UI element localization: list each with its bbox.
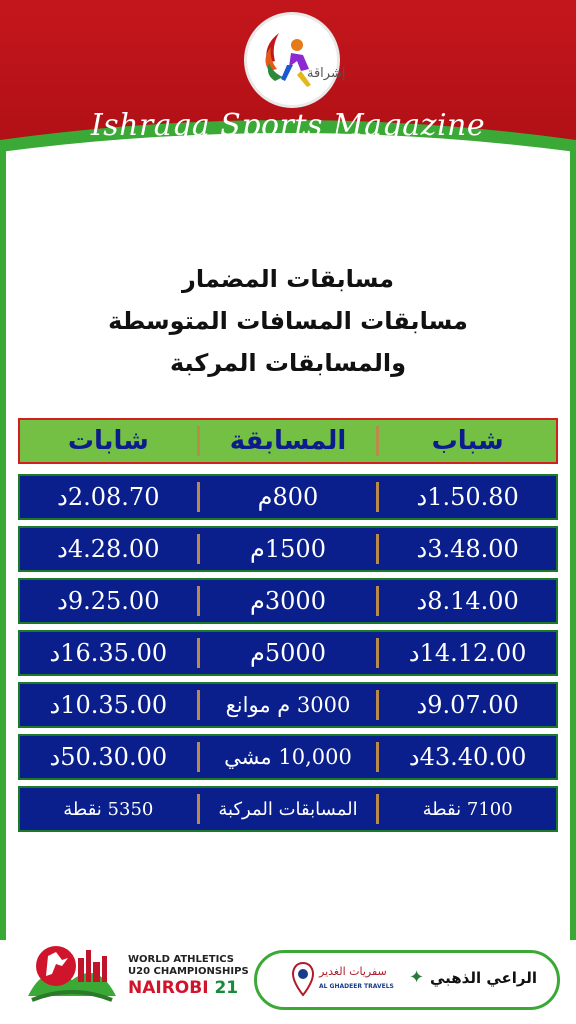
- table-row: [18, 578, 558, 624]
- frame-left-border: [0, 140, 6, 940]
- wa-line-1: WORLD ATHLETICS: [128, 954, 235, 965]
- wa-line-2: U20 CHAMPIONSHIPS: [128, 966, 249, 977]
- travel-name-ar: سفريات الغدير: [319, 965, 387, 978]
- cell-event: 3000م: [250, 587, 326, 615]
- cell-event: 800م: [257, 483, 319, 511]
- cell-event: المسابقات المركبة: [218, 798, 358, 820]
- title-line-1: مسابقات المضمار: [182, 265, 394, 293]
- wa-city-line: [128, 978, 258, 998]
- header-women: شابات: [67, 426, 149, 456]
- table-header-row: [18, 418, 558, 464]
- table-row: [18, 734, 558, 780]
- cell-women: 9.25.00د: [57, 587, 160, 615]
- column-divider: [376, 586, 379, 616]
- sponsor-label: الراعي الذهبي: [429, 969, 537, 987]
- cell-event: 5000م: [250, 639, 326, 667]
- header-event: المسابقة: [229, 426, 347, 456]
- cell-women: 10.35.00د: [49, 691, 168, 719]
- column-divider: [376, 482, 379, 512]
- cell-men: 7100 نقطة: [422, 798, 513, 820]
- table-row: [18, 630, 558, 676]
- column-divider: [197, 534, 200, 564]
- column-divider: [376, 690, 379, 720]
- championship-wordmark: [128, 954, 258, 998]
- column-divider: [376, 742, 379, 772]
- travel-name-en: AL GHADEER TRAVELS: [319, 983, 394, 990]
- sparkle-icon: ✦: [409, 967, 425, 988]
- cell-women: 16.35.00د: [49, 639, 168, 667]
- column-divider: [376, 794, 379, 824]
- table-row: [18, 682, 558, 728]
- gold-sponsor-badge: [254, 950, 560, 1010]
- header-men: شباب: [431, 426, 504, 456]
- column-divider: [376, 638, 379, 668]
- cell-women: 4.28.00د: [57, 535, 160, 563]
- cell-men: 8.14.00د: [416, 587, 519, 615]
- magazine-logo: [244, 12, 346, 108]
- cell-men: 9.07.00د: [416, 691, 519, 719]
- cell-men: 14.12.00د: [408, 639, 527, 667]
- cell-event: 10,000 مشي: [224, 745, 352, 769]
- column-divider: [197, 742, 200, 772]
- cell-women: 50.30.00د: [49, 743, 168, 771]
- wa-year: 21: [214, 978, 239, 998]
- column-divider: [376, 534, 379, 564]
- cell-event: 3000 م موانع: [225, 693, 351, 717]
- world-athletics-logo: [22, 940, 122, 1010]
- map-pin-icon: [291, 961, 315, 997]
- cell-men: 43.40.00د: [408, 743, 527, 771]
- cell-men: 1.50.80د: [416, 483, 519, 511]
- page-title-block: [60, 258, 516, 384]
- table-row: [18, 474, 558, 520]
- cell-men: 3.48.00د: [416, 535, 519, 563]
- table-row: [18, 786, 558, 832]
- column-divider: [197, 638, 200, 668]
- column-divider: [197, 794, 200, 824]
- column-divider: [376, 426, 379, 456]
- title-line-2: مسابقات المسافات المتوسطة: [108, 307, 468, 335]
- column-divider: [197, 690, 200, 720]
- column-divider: [197, 426, 200, 456]
- magazine-name: Ishraqa Sports Magazine: [90, 108, 486, 143]
- cell-event: 1500م: [250, 535, 326, 563]
- title-line-3: والمسابقات المركبة: [169, 349, 406, 377]
- table-row: [18, 526, 558, 572]
- cell-women: 2.08.70د: [57, 483, 160, 511]
- column-divider: [197, 482, 200, 512]
- svg-text:إشراقة: إشراقة: [307, 66, 346, 81]
- cell-women: 5350 نقطة: [63, 798, 154, 820]
- column-divider: [197, 586, 200, 616]
- wa-city: NAIROBI: [128, 978, 209, 998]
- runner-icon: [247, 15, 346, 105]
- frame-right-border: [570, 140, 576, 940]
